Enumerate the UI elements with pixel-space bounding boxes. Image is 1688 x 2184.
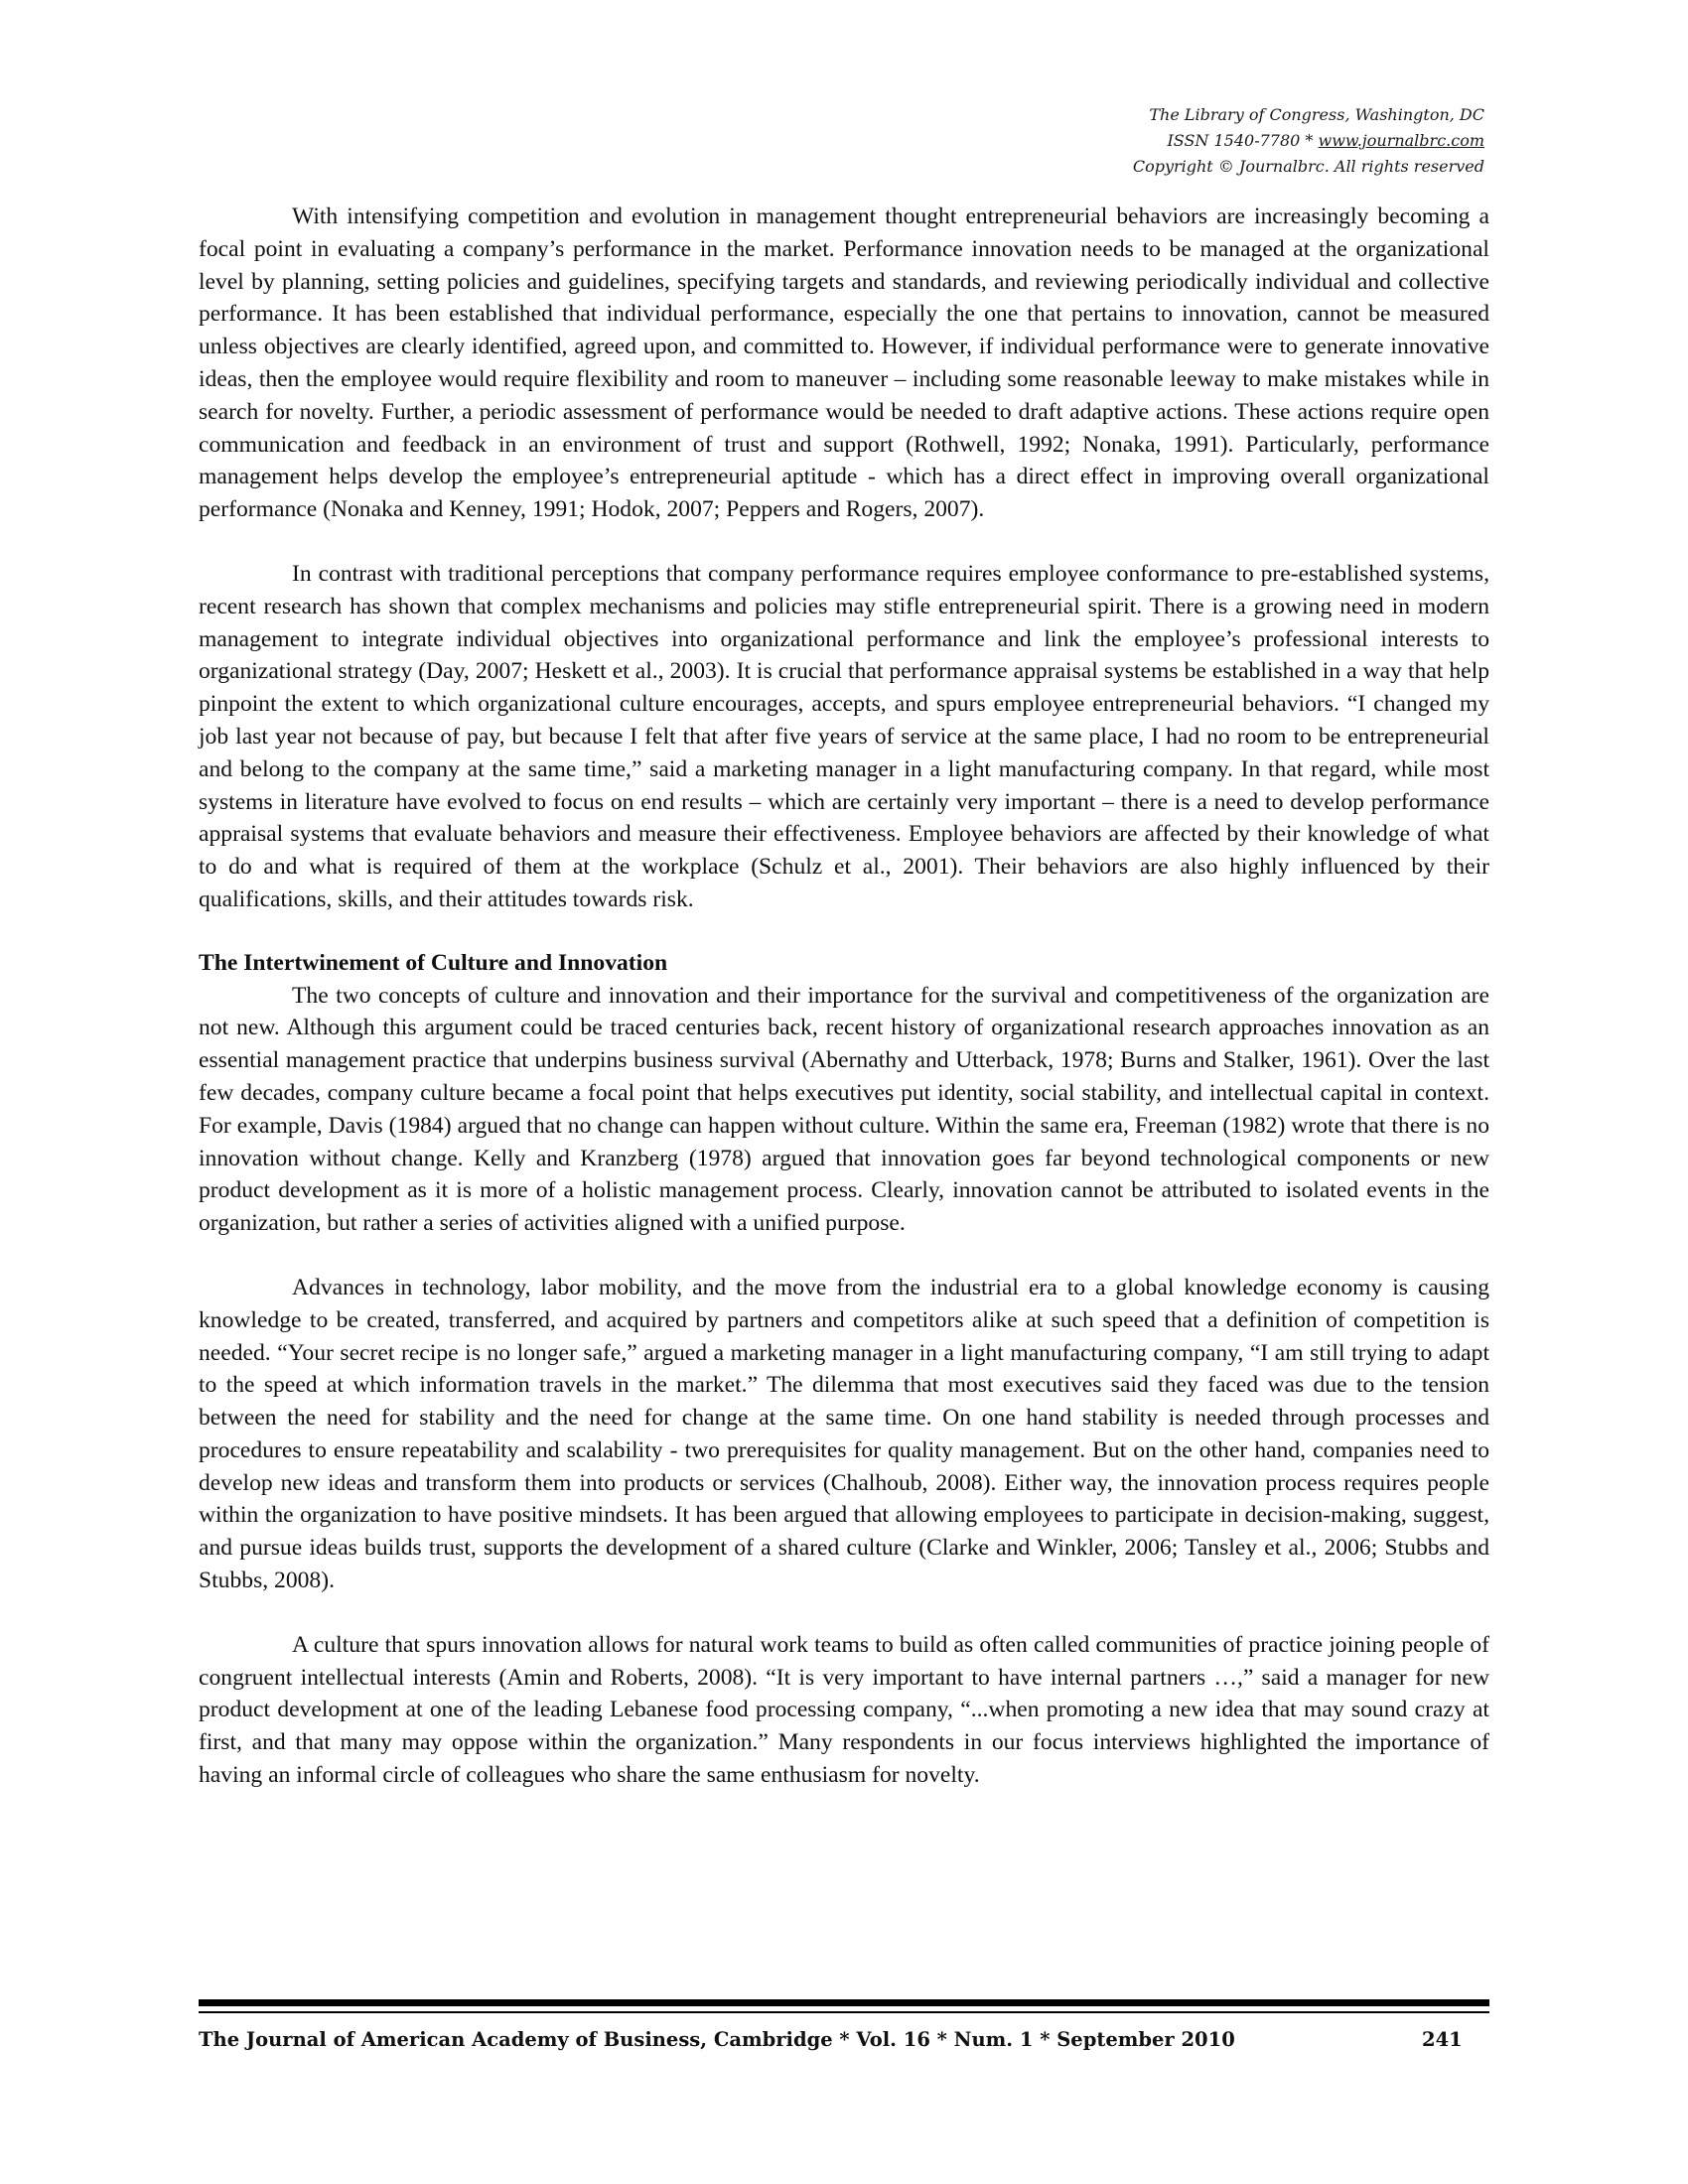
paragraph-2: In contrast with traditional perceptions that company performance requires employee conformance to pre-established systems, recent research has shown that complex mechanisms and policies may stifle entrepreneurial spirit. There is a growing need in modern management to integrate individual objectives into organizational performance and link the employee’s professional interests to organizational strategy (Day, 2007; Heskett et al., 2003). It is crucial that performance appraisal systems be established in a way that help pinpoint the extent to which organizational culture encourages, accepts, and spurs employee entrepreneurial behaviors. “I changed my job last year not because of pay, but because I felt that after five years of service at the same place, I had no room to be entrepreneurial and belong to the company at the same time,” said a marketing manager in a light manufacturing company. In that regard, while most systems in literature have evolved to focus on end results – which are certainly very important – there is a need to develop performance appraisal systems that evaluate behaviors and measure their effectiveness. Employee behaviors are affected by their knowledge of what to do and what is required of them at the workplace (Schulz et al., 2001). Their behaviors are also highly influenced by their qualifications, skills, and their attitudes towards risk. (199, 560, 1489, 912)
running-footer (199, 2025, 1489, 2055)
header-library-line: The Library of Congress, Washington, DC (1149, 105, 1484, 124)
header-copyright-line: Copyright © Journalbrc. All rights reserved (1132, 157, 1484, 176)
header-separator: * (1300, 131, 1319, 150)
header-url-link[interactable]: www.journalbrc.com (1318, 131, 1484, 150)
article-body (199, 201, 1489, 1792)
footer-rule-thick (199, 1999, 1489, 2006)
header-issn-line (789, 128, 1484, 154)
page-number: 241 (1422, 2028, 1463, 2051)
paragraph-3: The two concepts of culture and innovation and their importance for the survival and competitiveness of the organization are not new. Although this argument could be traced centuries back, recent history of organizational research approaches innovation as an essential management practice that underpins business survival (Abernathy and Utterback, 1978; Burns and Stalker, 1961). Over the last few decades, company culture became a focal point that helps executives put identity, social stability, and intellectual capital in context. For example, Davis (1984) argued that no change can happen without culture. Within the same era, Freeman (1982) wrote that there is no innovation without change. Kelly and Kranzberg (1978) argued that innovation goes far beyond technological components or new product development as it is more of a holistic management process. Clearly, innovation cannot be attributed to isolated events in the organization, but rather a series of activities aligned with a unified purpose. (199, 982, 1489, 1237)
footer-rule-thin (199, 2011, 1489, 2013)
section-heading: The Intertwinement of Culture and Innovation (199, 949, 668, 976)
paragraph-5: A culture that spurs innovation allows for natural work teams to build as often called communities of practice joining people of congruent intellectual interests (Amin and Roberts, 2008). “It is very important to have internal partners …,” said a manager for new product development at one of the leading Lebanese food processing company, “...when promoting a new idea that may sound crazy at first, and that many may oppose within the organization.” Many respondents in our focus interviews highlighted the importance of having an informal circle of colleagues who share the same enthusiasm for novelty. (199, 1631, 1489, 1789)
footer-journal-citation: The Journal of American Academy of Business, Cambridge * Vol. 16 * Num. 1 * September 2010 (199, 2028, 1235, 2051)
header-issn: ISSN 1540-7780 (1167, 131, 1301, 150)
paragraph-4: Advances in technology, labor mobility, and the move from the industrial era to a global knowledge economy is causing knowledge to be created, transferred, and acquired by partners and competitors alike at such speed that a definition of competition is needed. “Your secret recipe is no longer safe,” argued a marketing manager in a light manufacturing company, “I am still trying to adapt to the speed at which information travels in the market.” The dilemma that most executives said they faced was due to the tension between the need for stability and the need for change at the same time. On one hand stability is needed through processes and procedures to ensure repeatability and scalability - two prerequisites for quality management. But on the other hand, companies need to develop new ideas and transform them into products or services (Chalhoub, 2008). Either way, the innovation process requires people within the organization to have positive mindsets. It has been argued that allowing employees to participate in decision-making, suggest, and pursue ideas builds trust, supports the development of a shared culture (Clarke and Winkler, 2006; Tansley et al., 2006; Stubbs and Stubbs, 2008). (199, 1274, 1489, 1594)
running-header (789, 102, 1484, 180)
paragraph-1: With intensifying competition and evolution in management thought entrepreneurial behaviors are increasingly becoming a focal point in evaluating a company’s performance in the market. Performance innovation needs to be managed at the organizational level by planning, setting policies and guidelines, specifying targets and standards, and reviewing periodically individual and collective performance. It has been established that individual performance, especially the one that pertains to innovation, cannot be measured unless objectives are clearly identified, agreed upon, and committed to. However, if individual performance were to generate innovative ideas, then the employee would require flexibility and room to maneuver – including some reasonable leeway to make mistakes while in search for novelty. Further, a periodic assessment of performance would be needed to draft adaptive actions. These actions require open communication and feedback in an environment of trust and support (Rothwell, 1992; Nonaka, 1991). Particularly, performance management helps develop the employee’s entrepreneurial aptitude - which has a direct effect in improving overall organizational performance (Nonaka and Kenney, 1991; Hodok, 2007; Peppers and Rogers, 2007). (199, 204, 1489, 523)
